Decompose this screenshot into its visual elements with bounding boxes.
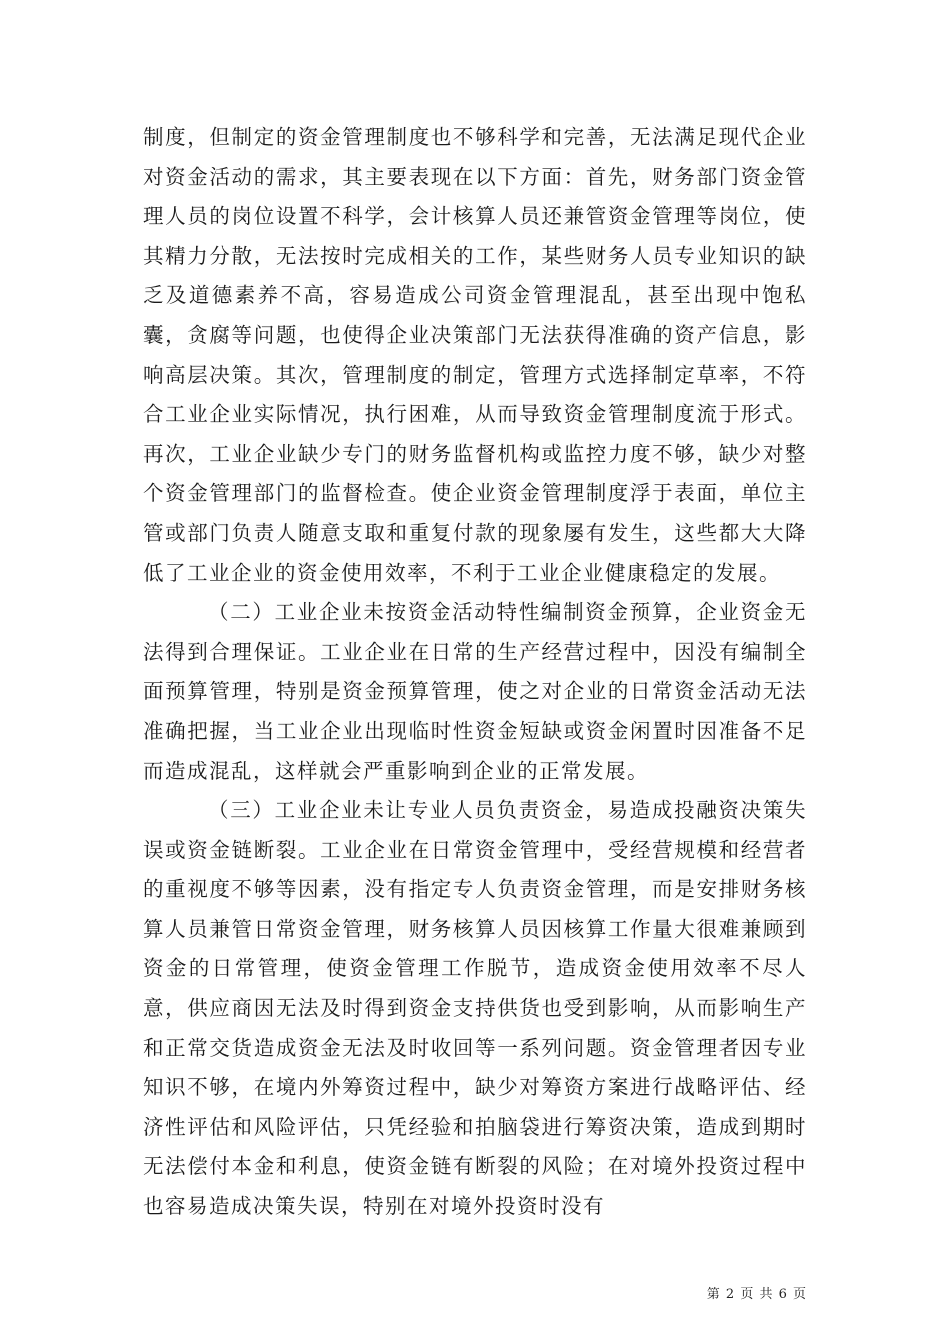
paragraph-section-three: （三）工业企业未让专业人员负责资金，易造成投融资决策失误或资金链断裂。工业企业在日常资金管理中，受经营规模和经营者的重视度不够等因素，没有指定专人负责资金管理，而是安排财务核算人员兼管日常资金管理，财务核算人员因核算工作量大很难兼顾到资金的日常管理，使资金管理工作脱节，造成资金使用效率不尽人意，供应商因无法及时得到资金支持供货也受到影响，从而影响生产和正常交货造成资金无法及时收回等一系列问题。资金管理者因专业知识不够，在境内外筹资过程中，缺少对筹资方案进行战略评估、经济性评估和风险评估，只凭经验和拍脑袋进行筹资决策，造成到期时无法偿付本金和利息，使资金链有断裂的风险；在对境外投资过程中也容易造成决策失误，特别在对境外投资时没有 [143, 798, 807, 1219]
page-number-footer: 第 2 页 共 6 页 [706, 1287, 807, 1302]
paragraph-section-two: （二）工业企业未按资金活动特性编制资金预算，企业资金无法得到合理保证。工业企业在日常的生产经营过程中，因没有编制全面预算管理，特别是资金预算管理，使之对企业的日常资金活动无法准确把握，当工业企业出现临时性资金短缺或资金闲置时因准备不足而造成混乱，这样就会严重影响到企业的正常发展。 [143, 600, 807, 783]
paragraph-continuation: 制度，但制定的资金管理制度也不够科学和完善，无法满足现代企业对资金活动的需求，其主要表现在以下方面：首先，财务部门资金管理人员的岗位设置不科学，会计核算人员还兼管资金管理等岗位，使其精力分散，无法按时完成相关的工作，某些财务人员专业知识的缺乏及道德素养不高，容易造成公司资金管理混乱，甚至出现中饱私囊，贪腐等问题，也使得企业决策部门无法获得准确的资产信息，影响高层决策。其次，管理制度的制定，管理方式选择制定草率，不符合工业企业实际情况，执行困难，从而导致资金管理制度流于形式。再次，工业企业缺少专门的财务监督机构或监控力度不够，缺少对整个资金管理部门的监督检查。使企业资金管理制度浮于表面，单位主管或部门负责人随意支取和重复付款的现象屡有发生，这些都大大降低了工业企业的资金使用效率，不利于工业企业健康稳定的发展。 [143, 125, 807, 585]
document-body [143, 118, 807, 1227]
